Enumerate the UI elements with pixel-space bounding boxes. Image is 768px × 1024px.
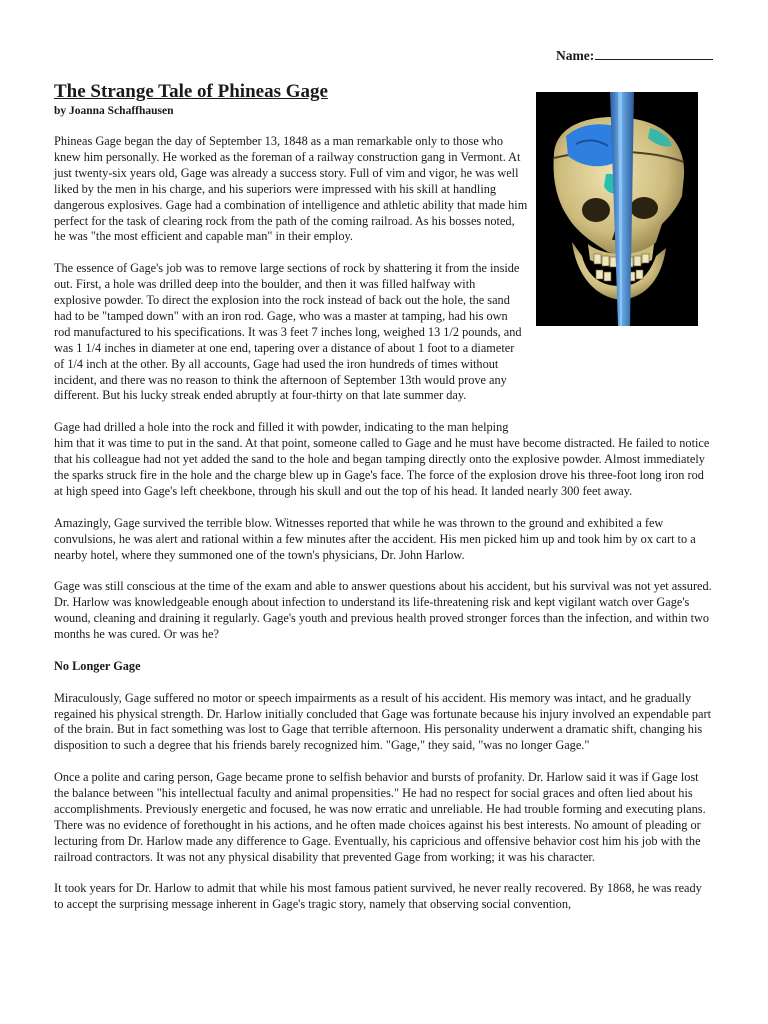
name-label: Name: xyxy=(556,48,595,63)
article-body xyxy=(54,134,714,929)
name-field[interactable] xyxy=(556,46,713,64)
paragraph-8: It took years for Dr. Harlow to admit that while his most famous patient survived, he never really recovered. By 1868, he was ready to accept the surprising message inherent in Gage's tragic story, namely that observing social convention, xyxy=(54,881,702,912)
paragraph-7: Once a polite and caring person, Gage became prone to selfish behavior and bursts of profanity. Dr. Harlow said it was if Gage lost the balance between "his intellectual faculty and animal propensities." He had no respect for social graces and often lied about his accomplishments. Previously energetic and focused, he was now erratic and unreliable. He had trouble forming and executing plans. There was no evidence of forethought in his actions, and he often made choices against his best interests. No amount of pleading or lecturing from Dr. Harlow made any difference to Gage. Eventually, his capricious and offensive behavior cost him his job with the railroad contractors. It was not any physical disability that prevented Gage from working; it was his character. xyxy=(54,770,706,864)
paragraph-2: The essence of Gage's job was to remove large sections of rock by shattering it from the inside out. First, a hole was drilled deep into the boulder, and then it was filled halfway with explosive powder. To direct the explosion into the rock instead of back out the hole, the sand had to be "tamped down" with an iron rod. Gage, who was a master at tamping, had his own rod manufactured to his specifications. It was 3 feet 7 inches long, weighed 13 1/2 pounds, and was 1 1/4 inches in diameter at one end, tapering over a distance of about 1 foot to a diameter of 1/4 inch at the other. By all accounts, Gage had used the iron hundreds of times without incident, and there was no reason to think the afternoon of September 13th would prove any different. But his lucky streak ended abruptly at four-thirty on that late summer day. xyxy=(54,261,522,403)
paragraph-3: Gage had drilled a hole into the rock and filled it with powder, indicating to the man helping him that it was time to put in the sand. At that point, someone called to Gage and he must have become distracted. He failed to notice that his colleague had not yet added the sand to the hole and began tamping directly onto the explosive powder. Almost immediately the sparks struck fire in the hole and the charge blew up in Gage's face. The force of the explosion drove his three-foot long iron rod at high speed into Gage's left cheekbone, through his skull and out the top of his head. It landed nearly 300 feet away. xyxy=(54,420,710,498)
image-float-space xyxy=(524,261,714,421)
paragraph-6: Miraculously, Gage suffered no motor or speech impairments as a result of his accident. His memory was intact, and he gradually regained his physical strength. Dr. Harlow initially concluded that Gage was fortunate because his injury involved an expendable part of the brain. But in fact something was lost to Gage that terrible afternoon. His personality underwent a dramatic shift, changing his disposition to such a degree that his friends barely recognized him. "Gage," they said, "was no longer Gage." xyxy=(54,690,712,753)
paragraph-5: Gage was still conscious at the time of the exam and able to answer questions about his accident, but his survival was not yet assured. Dr. Harlow was knowledgeable enough about infection to understand its life-threatening risk and kept vigilant watch over Gage's wound, cleaning and draining it regularly. Gage's youth and previous health proved stronger forces than the infection, and within two months he was cured. Or was he? xyxy=(54,579,712,642)
article-title: The Strange Tale of Phineas Gage xyxy=(54,81,328,102)
name-blank-line[interactable] xyxy=(595,46,713,60)
paragraph-4: Amazingly, Gage survived the terrible blow. Witnesses reported that while he was thrown to the ground and exhibited a few convulsions, he was alert and rational within a few minutes after the accident. His men picked him up and took him by ox cart to a nearby hotel, where they summoned one of the town's physicians, Dr. John Harlow. xyxy=(54,515,696,562)
article-byline: by Joanna Schaffhausen xyxy=(54,105,174,117)
section-heading: No Longer Gage xyxy=(54,658,141,673)
paragraph-1: Phineas Gage began the day of September 13, 1848 as a man remarkable only to those who knew him personally. He worked as the foreman of a railway construction gang in Vermont. At just twenty-six years old, Gage was already a success story. Full of vim and vigor, he was well liked by the men in his charge, and his superiors were impressed with his skill at handling dangerous explosives. Gage had a combination of intelligence and athletic ability that made him perfect for the task of clearing rock from the path of the coming railroad. As his bosses noted, he was "the most efficient and capable man" in their employ. xyxy=(54,134,528,244)
